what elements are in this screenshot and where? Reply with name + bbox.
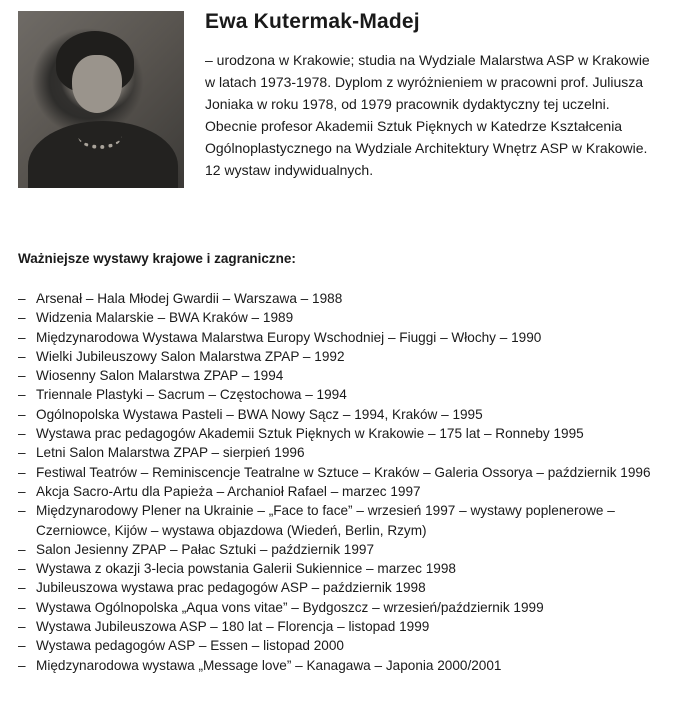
- list-item: [18, 385, 688, 404]
- exhibition-text: Triennale Plastyki – Sacrum – Częstochowa – 1994: [36, 387, 347, 403]
- exhibition-text: Widzenia Malarskie – BWA Kraków – 1989: [36, 310, 294, 326]
- list-item: [18, 559, 688, 578]
- exhibition-text: Festiwal Teatrów – Reminiscencje Teatralne w Sztuce – Kraków – Galeria Ossorya – październik 1996: [36, 464, 651, 480]
- exhibition-text: Wystawa Ogólnopolska „Aqua vons vitae” – Bydgoszcz – wrzesień/październik 1999: [36, 599, 544, 615]
- dash-bullet: –: [18, 657, 26, 673]
- dash-bullet: –: [18, 464, 26, 480]
- list-item: [18, 347, 688, 366]
- dash-bullet: –: [18, 599, 26, 615]
- dash-bullet: –: [18, 291, 26, 306]
- exhibition-text: Wystawa pedagogów ASP – Essen – listopad 2000: [36, 638, 344, 654]
- list-item: [18, 308, 688, 327]
- list-item: [18, 366, 688, 385]
- exhibitions-heading: Ważniejsze wystawy krajowe i zagraniczne:: [18, 251, 296, 266]
- artist-bio: [205, 49, 683, 181]
- exhibition-text: Akcja Sacro-Artu dla Papieża – Archanioł Rafael – marzec 1997: [36, 483, 421, 499]
- exhibition-text-continuation: Czerniowce, Kijów – wystawa objazdowa (Wiedeń, Berlin, Rzym): [36, 522, 427, 538]
- list-item: [18, 656, 688, 675]
- dash-bullet: –: [18, 329, 26, 345]
- exhibition-text: Wiosenny Salon Malarstwa ZPAP – 1994: [36, 368, 284, 384]
- exhibition-text: Międzynarodowy Plener na Ukrainie – „Face to face” – wrzesień 1997 – wystawy poplenerowe –: [36, 503, 615, 519]
- list-item: [18, 598, 688, 617]
- exhibition-text: Letni Salon Malarstwa ZPAP – sierpień 1996: [36, 445, 305, 461]
- bio-line: Joniaka w roku 1978, od 1979 pracownik dydaktyczny tej uczelni.: [205, 96, 610, 112]
- list-item: [18, 636, 688, 655]
- dash-bullet: –: [18, 483, 26, 499]
- exhibition-text: Jubileuszowa wystawa prac pedagogów ASP – październik 1998: [36, 580, 426, 596]
- exhibition-text: Salon Jesienny ZPAP – Pałac Sztuki – październik 1997: [36, 541, 375, 557]
- dash-bullet: –: [18, 406, 26, 422]
- exhibition-text: Wystawa Jubileuszowa ASP – 180 lat – Florencja – listopad 1999: [36, 619, 430, 635]
- list-item: [18, 578, 688, 597]
- portrait-necklace: [78, 123, 122, 149]
- list-item: [18, 289, 688, 308]
- dash-bullet: –: [18, 541, 26, 557]
- artist-name: Ewa Kutermak-Madej: [205, 10, 420, 33]
- bio-line: Obecnie profesor Akademii Sztuk Pięknych w Katedrze Kształcenia: [205, 118, 623, 134]
- exhibition-text: Międzynarodowa wystawa „Message love” – Kanagawa – Japonia 2000/2001: [36, 657, 502, 673]
- dash-bullet: –: [18, 638, 26, 654]
- exhibition-text: Arsenał – Hala Młodej Gwardii – Warszawa – 1988: [36, 291, 343, 306]
- dash-bullet: –: [18, 387, 26, 403]
- list-item: [18, 501, 688, 540]
- bio-line: w latach 1973-1978. Dyplom z wyróżnieniem w pracowni prof. Juliusza: [205, 74, 644, 90]
- portrait-face: [72, 55, 122, 113]
- list-item: [18, 540, 688, 559]
- bio-line: – urodzona w Krakowie; studia na Wydziale Malarstwa ASP w Krakowie: [205, 52, 650, 68]
- dash-bullet: –: [18, 580, 26, 596]
- exhibition-text: Międzynarodowa Wystawa Malarstwa Europy Wschodniej – Fiuggi – Włochy – 1990: [36, 329, 542, 345]
- bio-line: 12 wystaw indywidualnych.: [205, 162, 374, 178]
- exhibitions-list: [18, 289, 688, 675]
- dash-bullet: –: [18, 368, 26, 384]
- dash-bullet: –: [18, 426, 26, 442]
- dash-bullet: –: [18, 445, 26, 461]
- dash-bullet: –: [18, 348, 26, 364]
- list-item: [18, 482, 688, 501]
- bio-line: Ogólnoplastycznego na Wydziale Architektury Wnętrz ASP w Krakowie.: [205, 140, 648, 156]
- exhibition-text: Wystawa z okazji 3-lecia powstania Galerii Sukiennice – marzec 1998: [36, 561, 456, 577]
- portrait-photo: [18, 11, 184, 188]
- exhibition-text: Ogólnopolska Wystawa Pasteli – BWA Nowy Sącz – 1994, Kraków – 1995: [36, 406, 483, 422]
- exhibition-text: Wielki Jubileuszowy Salon Malarstwa ZPAP – 1992: [36, 348, 345, 364]
- dash-bullet: –: [18, 561, 26, 577]
- list-item: [18, 463, 688, 482]
- dash-bullet: –: [18, 619, 26, 635]
- exhibition-text: Wystawa prac pedagogów Akademii Sztuk Pięknych w Krakowie – 175 lat – Ronneby 1995: [36, 426, 584, 442]
- list-item: [18, 617, 688, 636]
- list-item: [18, 405, 688, 424]
- list-item: [18, 328, 688, 347]
- dash-bullet: –: [18, 503, 26, 519]
- dash-bullet: –: [18, 310, 26, 326]
- list-item: [18, 424, 688, 443]
- list-item: [18, 443, 688, 462]
